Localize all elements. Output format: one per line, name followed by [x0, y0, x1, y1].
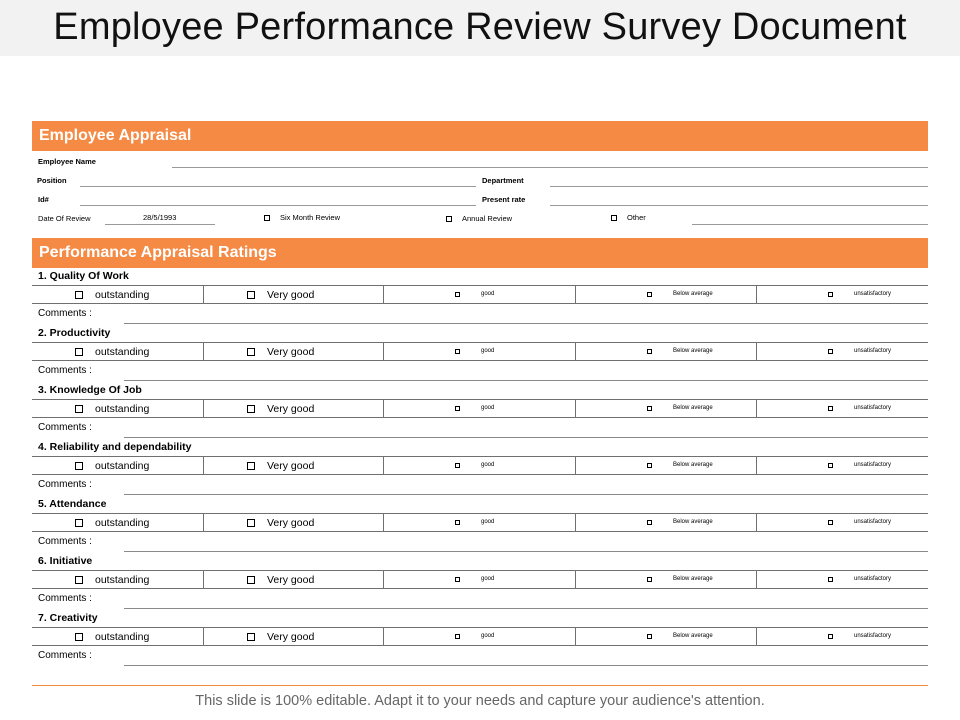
- rating-option-unsatisfactory[interactable]: unsatisfactory: [828, 348, 891, 354]
- comments-label: Comments :: [38, 308, 92, 319]
- rating-option-good[interactable]: good: [455, 633, 494, 639]
- checkbox-icon: [828, 520, 833, 525]
- rating-option-unsatisfactory[interactable]: unsatisfactory: [828, 405, 891, 411]
- checkbox-icon: [455, 292, 460, 297]
- annual-review-option[interactable]: Annual Review: [446, 214, 512, 223]
- rating-option-very-good[interactable]: Very good: [247, 517, 314, 529]
- rating-cell-unsatisfactory: [757, 628, 928, 645]
- date-of-review-label: Date Of Review: [38, 214, 91, 223]
- checkbox-icon: [75, 348, 83, 356]
- checkbox-icon: [828, 349, 833, 354]
- rating-option-very-good[interactable]: Very good: [247, 403, 314, 415]
- checkbox-icon: [247, 462, 255, 470]
- comments-label: Comments :: [38, 479, 92, 490]
- comments-field[interactable]: [124, 494, 928, 495]
- other-field[interactable]: [692, 224, 928, 225]
- comments-field[interactable]: [124, 608, 928, 609]
- rating-option-outstanding[interactable]: outstanding: [75, 403, 149, 415]
- rating-option-outstanding[interactable]: outstanding: [75, 346, 149, 358]
- rating-cell-below-average: [576, 457, 757, 474]
- checkbox-icon: [75, 576, 83, 584]
- rating-cell-good: [384, 400, 576, 417]
- rating-cell-good: [384, 514, 576, 531]
- comments-label: Comments :: [38, 650, 92, 661]
- checkbox-icon: [611, 215, 617, 221]
- checkbox-icon: [455, 520, 460, 525]
- checkbox-icon: [828, 577, 833, 582]
- criterion-title: 4. Reliability and dependability: [38, 441, 192, 453]
- checkbox-icon: [75, 291, 83, 299]
- rating-option-below-average[interactable]: Below average: [647, 519, 713, 525]
- rating-cell-below-average: [576, 628, 757, 645]
- rating-cell-outstanding: [32, 343, 204, 360]
- rating-cell-very-good: [204, 286, 384, 303]
- rating-option-below-average[interactable]: Below average: [647, 405, 713, 411]
- rating-option-good[interactable]: good: [455, 462, 494, 468]
- rating-cell-good: [384, 343, 576, 360]
- rating-cell-very-good: [204, 628, 384, 645]
- rating-option-below-average[interactable]: Below average: [647, 576, 713, 582]
- criterion-title: 1. Quality Of Work: [38, 270, 129, 282]
- rating-option-very-good[interactable]: Very good: [247, 631, 314, 643]
- comments-field[interactable]: [124, 551, 928, 552]
- rating-cell-unsatisfactory: [757, 400, 928, 417]
- checkbox-icon: [647, 577, 652, 582]
- rating-options-row: [32, 399, 928, 418]
- checkbox-icon: [75, 633, 83, 641]
- rating-cell-below-average: [576, 400, 757, 417]
- rating-cell-very-good: [204, 457, 384, 474]
- comments-field[interactable]: [124, 665, 928, 666]
- rating-options-row: [32, 570, 928, 589]
- comments-field[interactable]: [124, 380, 928, 381]
- date-of-review-field[interactable]: [105, 224, 215, 225]
- rating-option-unsatisfactory[interactable]: unsatisfactory: [828, 576, 891, 582]
- rating-options-row: [32, 627, 928, 646]
- rating-cell-outstanding: [32, 400, 204, 417]
- checkbox-icon: [828, 406, 833, 411]
- rating-option-unsatisfactory[interactable]: unsatisfactory: [828, 633, 891, 639]
- checkbox-icon: [828, 463, 833, 468]
- rating-options-row: [32, 456, 928, 475]
- rating-option-outstanding[interactable]: outstanding: [75, 631, 149, 643]
- id-field[interactable]: [80, 205, 476, 206]
- checkbox-icon: [247, 576, 255, 584]
- six-month-review-option[interactable]: Six Month Review: [264, 213, 340, 222]
- comments-field[interactable]: [124, 437, 928, 438]
- checkbox-icon: [455, 634, 460, 639]
- rating-cell-outstanding: [32, 286, 204, 303]
- rating-option-good[interactable]: good: [455, 348, 494, 354]
- rating-cell-below-average: [576, 514, 757, 531]
- criterion-title: 6. Initiative: [38, 555, 93, 567]
- rating-cell-good: [384, 628, 576, 645]
- bottom-divider: [32, 685, 928, 686]
- checkbox-icon: [647, 349, 652, 354]
- rating-cell-outstanding: [32, 571, 204, 588]
- checkbox-icon: [264, 215, 270, 221]
- rating-option-unsatisfactory[interactable]: unsatisfactory: [828, 462, 891, 468]
- rating-option-good[interactable]: good: [455, 519, 494, 525]
- comments-label: Comments :: [38, 593, 92, 604]
- comments-label: Comments :: [38, 422, 92, 433]
- rating-cell-good: [384, 457, 576, 474]
- rating-option-below-average[interactable]: Below average: [647, 291, 713, 297]
- rating-cell-unsatisfactory: [757, 571, 928, 588]
- rating-option-very-good[interactable]: Very good: [247, 289, 314, 301]
- rating-cell-good: [384, 286, 576, 303]
- rating-option-unsatisfactory[interactable]: unsatisfactory: [828, 519, 891, 525]
- rating-option-good[interactable]: good: [455, 405, 494, 411]
- comments-label: Comments :: [38, 536, 92, 547]
- checkbox-icon: [455, 463, 460, 468]
- other-option[interactable]: Other: [611, 213, 646, 222]
- date-of-review-value: 28/5/1993: [143, 213, 177, 222]
- rating-cell-outstanding: [32, 628, 204, 645]
- criterion-title: 3. Knowledge Of Job: [38, 384, 142, 396]
- checkbox-icon: [446, 216, 452, 222]
- comments-field[interactable]: [124, 323, 928, 324]
- department-field[interactable]: [550, 186, 928, 187]
- rating-options-row: [32, 513, 928, 532]
- rating-option-very-good[interactable]: Very good: [247, 574, 314, 586]
- checkbox-icon: [647, 406, 652, 411]
- checkbox-icon: [247, 405, 255, 413]
- rating-cell-below-average: [576, 286, 757, 303]
- rating-cell-unsatisfactory: [757, 457, 928, 474]
- employee-appraisal-header: Employee Appraisal: [32, 121, 928, 151]
- rating-cell-outstanding: [32, 514, 204, 531]
- rating-cell-very-good: [204, 343, 384, 360]
- checkbox-icon: [647, 292, 652, 297]
- checkbox-icon: [75, 462, 83, 470]
- rating-cell-very-good: [204, 571, 384, 588]
- rating-cell-unsatisfactory: [757, 343, 928, 360]
- position-label: Position: [37, 176, 67, 185]
- checkbox-icon: [75, 519, 83, 527]
- checkbox-icon: [828, 634, 833, 639]
- rating-cell-very-good: [204, 514, 384, 531]
- checkbox-icon: [455, 406, 460, 411]
- checkbox-icon: [247, 348, 255, 356]
- rating-option-very-good[interactable]: Very good: [247, 346, 314, 358]
- ratings-header: Performance Appraisal Ratings: [32, 238, 928, 268]
- checkbox-icon: [647, 463, 652, 468]
- rating-cell-below-average: [576, 343, 757, 360]
- employee-name-field[interactable]: [172, 167, 928, 168]
- rating-option-outstanding[interactable]: outstanding: [75, 517, 149, 529]
- footer-text: This slide is 100% editable. Adapt it to your needs and capture your audience's attention.: [195, 693, 765, 709]
- rating-cell-unsatisfactory: [757, 514, 928, 531]
- rating-option-very-good[interactable]: Very good: [247, 460, 314, 472]
- rating-option-unsatisfactory[interactable]: unsatisfactory: [828, 291, 891, 297]
- rating-option-good[interactable]: good: [455, 291, 494, 297]
- checkbox-icon: [75, 405, 83, 413]
- present-rate-label: Present rate: [482, 195, 526, 204]
- comments-label: Comments :: [38, 365, 92, 376]
- rating-option-outstanding[interactable]: outstanding: [75, 574, 149, 586]
- checkbox-icon: [247, 519, 255, 527]
- rating-cell-very-good: [204, 400, 384, 417]
- checkbox-icon: [647, 634, 652, 639]
- rating-option-outstanding[interactable]: outstanding: [75, 289, 149, 301]
- checkbox-icon: [455, 349, 460, 354]
- criterion-title: 7. Creativity: [38, 612, 98, 624]
- checkbox-icon: [647, 520, 652, 525]
- rating-option-below-average[interactable]: Below average: [647, 462, 713, 468]
- rating-cell-good: [384, 571, 576, 588]
- rating-option-below-average[interactable]: Below average: [647, 633, 713, 639]
- rating-option-outstanding[interactable]: outstanding: [75, 460, 149, 472]
- rating-cell-below-average: [576, 571, 757, 588]
- checkbox-icon: [247, 291, 255, 299]
- rating-cell-unsatisfactory: [757, 286, 928, 303]
- present-rate-field[interactable]: [550, 205, 928, 206]
- rating-option-good[interactable]: good: [455, 576, 494, 582]
- criterion-title: 2. Productivity: [38, 327, 111, 339]
- checkbox-icon: [455, 577, 460, 582]
- criterion-title: 5. Attendance: [38, 498, 107, 510]
- id-label: Id#: [38, 195, 49, 204]
- rating-options-row: [32, 342, 928, 361]
- page-title: Employee Performance Review Survey Document: [53, 6, 907, 48]
- employee-name-label: Employee Name: [38, 157, 96, 166]
- department-label: Department: [482, 176, 524, 185]
- rating-option-below-average[interactable]: Below average: [647, 348, 713, 354]
- position-field[interactable]: [80, 186, 476, 187]
- rating-options-row: [32, 285, 928, 304]
- checkbox-icon: [828, 292, 833, 297]
- checkbox-icon: [247, 633, 255, 641]
- rating-cell-outstanding: [32, 457, 204, 474]
